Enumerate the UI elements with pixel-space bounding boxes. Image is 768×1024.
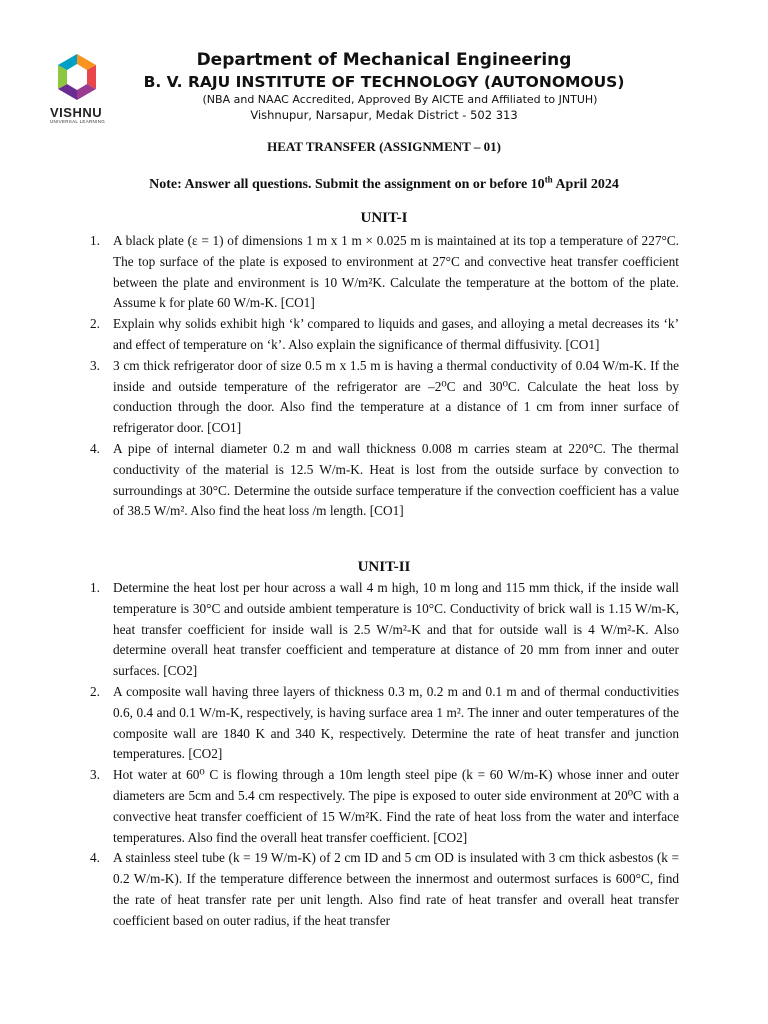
question-text: 3 cm thick refrigerator door of size 0.5 m x 1.5 m is having a thermal conductivity of 0.04 W/m-K. If the inside and outside temperature of the refrigerator are –2⁰C and 30⁰C. Calculate the heat loss by conduction through the door. Also find the temperature at a distance of 1 cm from inner surface of refrigerator door. [CO1] <box>113 357 679 436</box>
question-text: Hot water at 60⁰ C is flowing through a 10m length steel pipe (k = 60 W/m-K) whose inner and outer diameters are 5cm and 5.4 cm respectively. The pipe is exposed to outer side environment at 20⁰C with a convective heat transfer coefficient of 15 W/m²K. Find the rate of heat loss from the water and interface temperatures. Also find the overall heat transfer coefficient. [CO2] <box>113 767 679 845</box>
question-text: Explain why solids exhibit high ‘k’ compared to liquids and gases, and alloying a metal decreases its ‘k’ and effect of temperature on ‘k’. Also explain the significance of thermal diffusivity. [CO1] <box>113 316 679 352</box>
logo-name: VISHNU <box>50 105 103 120</box>
question-item <box>90 578 679 682</box>
accreditation-line: (NBA and NAAC Accredited, Approved By AICTE and Affiliated to JNTUH) <box>202 93 598 106</box>
question-item <box>90 314 679 356</box>
department-title: Department of Mechanical Engineering <box>196 50 572 70</box>
question-number: 3. <box>90 357 100 373</box>
address-line: Vishnupur, Narsapur, Medak District - 502 313 <box>250 108 518 122</box>
question-item <box>90 356 679 439</box>
submission-note <box>0 174 768 193</box>
question-number: 3. <box>90 767 100 783</box>
question-number: 4. <box>90 850 100 866</box>
question-number: 2. <box>90 316 100 332</box>
question-text: Determine the heat lost per hour across a wall 4 m high, 10 m long and 115 mm thick, if the inside wall temperature is 30°C and outside ambient temperature is 10°C. Conductivity of brick wall is 1.15 W/m-K, heat transfer coefficient for inside wall is 2.5 W/m²-K and that for outside wall is 4 W/m²-K. Also determine overall heat transfer coefficient and temperature at distance of 20 mm from inner and outer surfaces. [CO2] <box>113 580 679 679</box>
question-item <box>90 682 679 765</box>
question-text: A pipe of internal diameter 0.2 m and wall thickness 0.008 m carries steam at 220°C. The thermal conductivity of the material is 12.5 W/m-K. Heat is lost from the outside surface by convection to surroundings at 30°C. Determine the outside surface temperature if the convection coefficient has a value of 38.5 W/m². Also find the heat loss /m length. [CO1] <box>113 440 679 519</box>
question-item <box>90 765 679 848</box>
question-number: 1. <box>90 580 100 595</box>
question-number: 2. <box>90 683 100 699</box>
unit-2-heading: UNIT-II <box>357 559 411 575</box>
note-superscript: th <box>544 174 553 185</box>
question-text: A stainless steel tube (k = 19 W/m-K) of 2 cm ID and 5 cm OD is insulated with 3 cm thick asbestos (k = 0.2 W/m-K). If the temperature difference between the innermost and outermost surfaces is 600°C, find the rate of heat transfer rate per unit length. Also find rate of heat transfer and overall heat transfer coefficient based on outer radius, if the heat transfer <box>113 850 679 928</box>
note-date: April 2024 <box>552 177 619 192</box>
question-text: A black plate (ε = 1) of dimensions 1 m x 1 m × 0.025 m is maintained at its top a temperature of 227°C. The top surface of the plate is exposed to environment at 27°C and convective heat transfer coefficient between the plate and environment is 10 W/m²K. Calculate the temperature at the bottom of the plate. Assume k for plate 60 W/m-K. [CO1] <box>113 233 679 311</box>
logo-tagline: UNIVERSAL LEARNING <box>50 119 105 124</box>
unit-1-heading: UNIT-I <box>360 210 408 226</box>
question-text: A composite wall having three layers of thickness 0.3 m, 0.2 m and 0.1 m and of thermal conductivities 0.6, 0.4 and 0.1 W/m-K, respectively, is having surface area 1 m². The inner and outer temperatures of the composite wall are 1840 K and 340 K, respectively. Determine the rate of heat transfer and junction temperatures. [CO2] <box>113 683 679 762</box>
note-text: Note: Answer all questions. Submit the assignment on or before 10 <box>149 177 545 192</box>
question-item <box>90 848 679 931</box>
unit-2-questions <box>90 578 679 932</box>
assignment-title: HEAT TRANSFER (ASSIGNMENT – 01) <box>267 139 501 154</box>
question-number: 1. <box>90 233 100 248</box>
institute-name: B. V. RAJU INSTITUTE OF TECHNOLOGY (AUTONOMOUS) <box>143 73 625 91</box>
question-item <box>90 231 679 314</box>
unit-1-questions <box>90 231 679 522</box>
question-item <box>90 439 679 522</box>
question-number: 4. <box>90 440 100 456</box>
